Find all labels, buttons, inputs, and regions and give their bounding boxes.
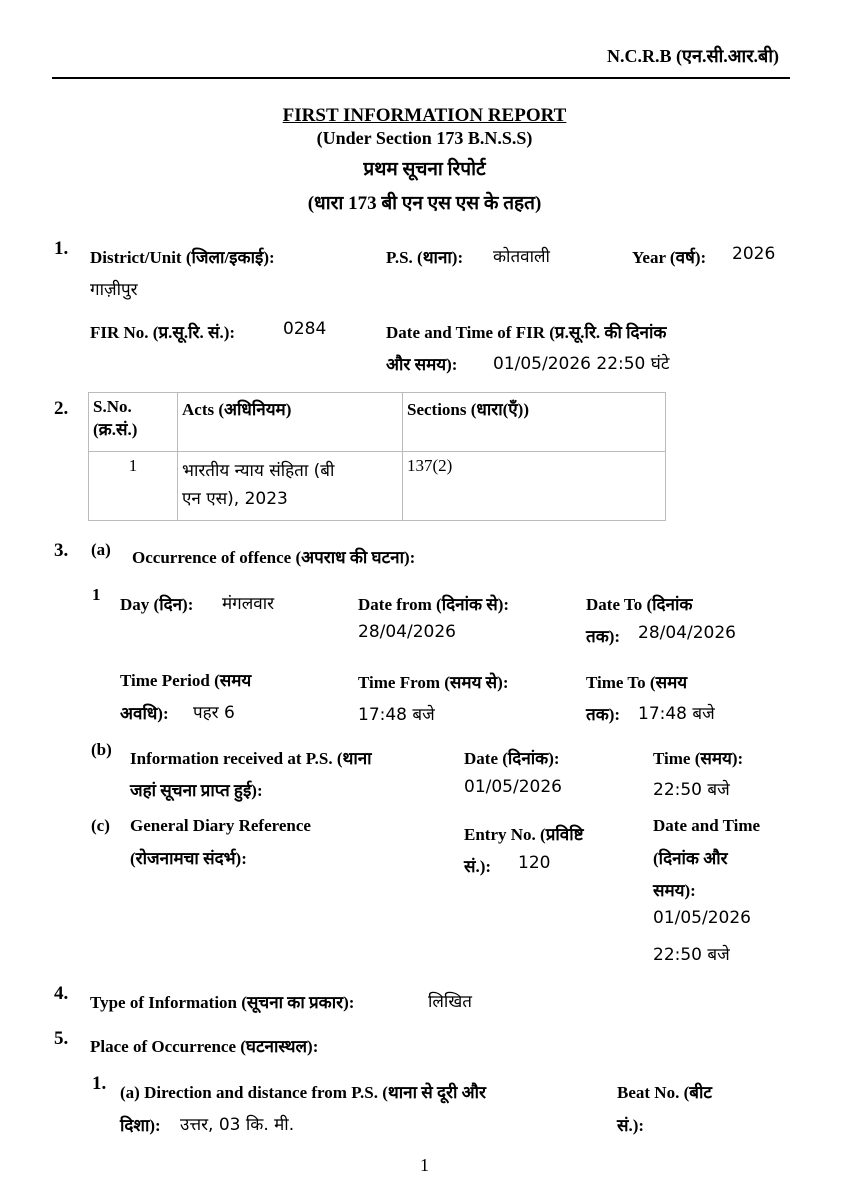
section-cell [403,452,666,521]
direction-label: (a) Direction and distance from P.S. (थाना से दूरी और [120,1083,486,1102]
entry-no-label: Entry No. (प्रविष्टि [464,825,584,844]
fir-datetime-value: 01/05/2026 22:50 घंटे [493,354,670,374]
gd-reference-label-2: (रोजनामचा संदर्भ): [130,849,247,868]
title-hindi: प्रथम सूचना रिपोर्ट [363,159,486,180]
year-label: Year (वर्ष): [632,248,707,267]
ps-value: कोतवाली [493,247,550,267]
day-label: Day (दिन): [120,595,194,614]
info-type-label: Type of Information (सूचना का प्रकार): [90,993,355,1012]
time-to-label: Time To (समय [586,673,688,692]
page-number: 1 [420,1155,429,1175]
header-rule [52,77,790,79]
acts-header [178,393,403,452]
occurrence-row-number: 1 [92,585,101,604]
sno-value: 1 [128,456,138,475]
section-3-number: 3. [54,540,69,561]
district-value: गाज़ीपुर [90,280,138,300]
gd-date-value: 01/05/2026 [653,908,751,928]
gd-reference-label: General Diary Reference [130,816,311,835]
section-3a-marker: (a) [91,540,111,559]
date-from-label: Date from (दिनांक से): [358,595,510,614]
ncrb-header: N.C.R.B (एन.सी.आर.बी) [607,46,779,66]
date-to-label-2: तक): [586,627,621,646]
acts-table [88,392,666,521]
section-3b-marker: (b) [91,740,112,759]
ps-label: P.S. (थाना): [386,248,464,267]
title-section: (Under Section 173 B.N.S.S) [316,128,533,148]
day-value: मंगलवार [222,594,275,614]
acts-header-text: Acts (अधिनियम) [182,400,292,419]
info-received-label-2: जहां सूचना प्राप्त हुई): [130,781,263,800]
sno-cell [89,452,178,521]
time-period-label-2: अवधि): [120,704,169,723]
title-hindi-section: (धारा 173 बी एन एस एस के तहत) [307,193,542,214]
fir-no-label: FIR No. (प्र.सू.रि. सं.): [90,323,236,342]
time-period-label: Time Period (समय [120,671,252,690]
info-date-label: Date (दिनांक): [464,749,560,768]
sno-header-text-hindi: (क्र.सं.) [93,420,138,439]
time-period-value: पहर 6 [193,703,235,723]
fir-datetime-label: Date and Time of FIR (प्र.सू.रि. की दिनांक [386,323,667,342]
act-cell [178,452,403,521]
gd-datetime-label-2: (दिनांक और [653,849,728,868]
info-date-value: 01/05/2026 [464,777,562,797]
info-received-label: Information received at P.S. (थाना [130,749,372,768]
title-english: FIRST INFORMATION REPORT [282,105,567,126]
info-time-value: 22:50 बजे [653,780,730,800]
time-from-value: 17:48 बजे [358,705,435,725]
beat-no-label-2: सं.): [617,1116,645,1135]
acts-table-header-row [89,393,666,452]
act-value-2: एन एस), 2023 [182,489,288,509]
date-from-value: 28/04/2026 [358,622,456,642]
act-value: भारतीय न्याय संहिता (बी [182,461,335,481]
sections-header-text: Sections (धारा(एँ)) [407,400,530,419]
table-row [89,452,666,521]
occurrence-label: Occurrence of offence (अपराध की घटना): [132,548,416,567]
date-to-label: Date To (दिनांक [586,595,693,614]
info-time-label: Time (समय): [653,749,744,768]
place-item-number: 1. [92,1073,107,1094]
sections-header [403,393,666,452]
section-3c-marker: (c) [91,816,110,835]
place-of-occurrence-label: Place of Occurrence (घटनास्थल): [90,1037,319,1056]
fir-datetime-label-2: और समय): [386,355,458,374]
sno-header-text: S.No. [93,397,132,416]
gd-datetime-label: Date and Time [653,816,761,835]
time-from-label: Time From (समय से): [358,673,509,692]
section-4-number: 4. [54,983,69,1004]
info-type-value: लिखित [428,992,472,1012]
time-to-label-2: तक): [586,705,621,724]
district-label: District/Unit (जिला/इकाई): [90,248,275,267]
year-value: 2026 [732,244,776,264]
direction-label-2: दिशा): [120,1116,161,1135]
section-1-number: 1. [54,238,69,259]
direction-value: उत्तर, 03 कि. मी. [180,1115,295,1135]
time-to-value: 17:48 बजे [638,704,715,724]
date-to-value: 28/04/2026 [638,623,736,643]
entry-no-value: 120 [518,853,551,873]
fir-no-value: 0284 [283,319,327,339]
section-5-number: 5. [54,1028,69,1049]
gd-datetime-label-3: समय): [653,881,696,900]
entry-no-label-2: सं.): [464,857,492,876]
beat-no-label: Beat No. (बीट [617,1083,712,1102]
sno-header [89,393,178,452]
section-value: 137(2) [407,456,453,475]
gd-time-value: 22:50 बजे [653,945,730,965]
section-2-number: 2. [54,398,69,419]
